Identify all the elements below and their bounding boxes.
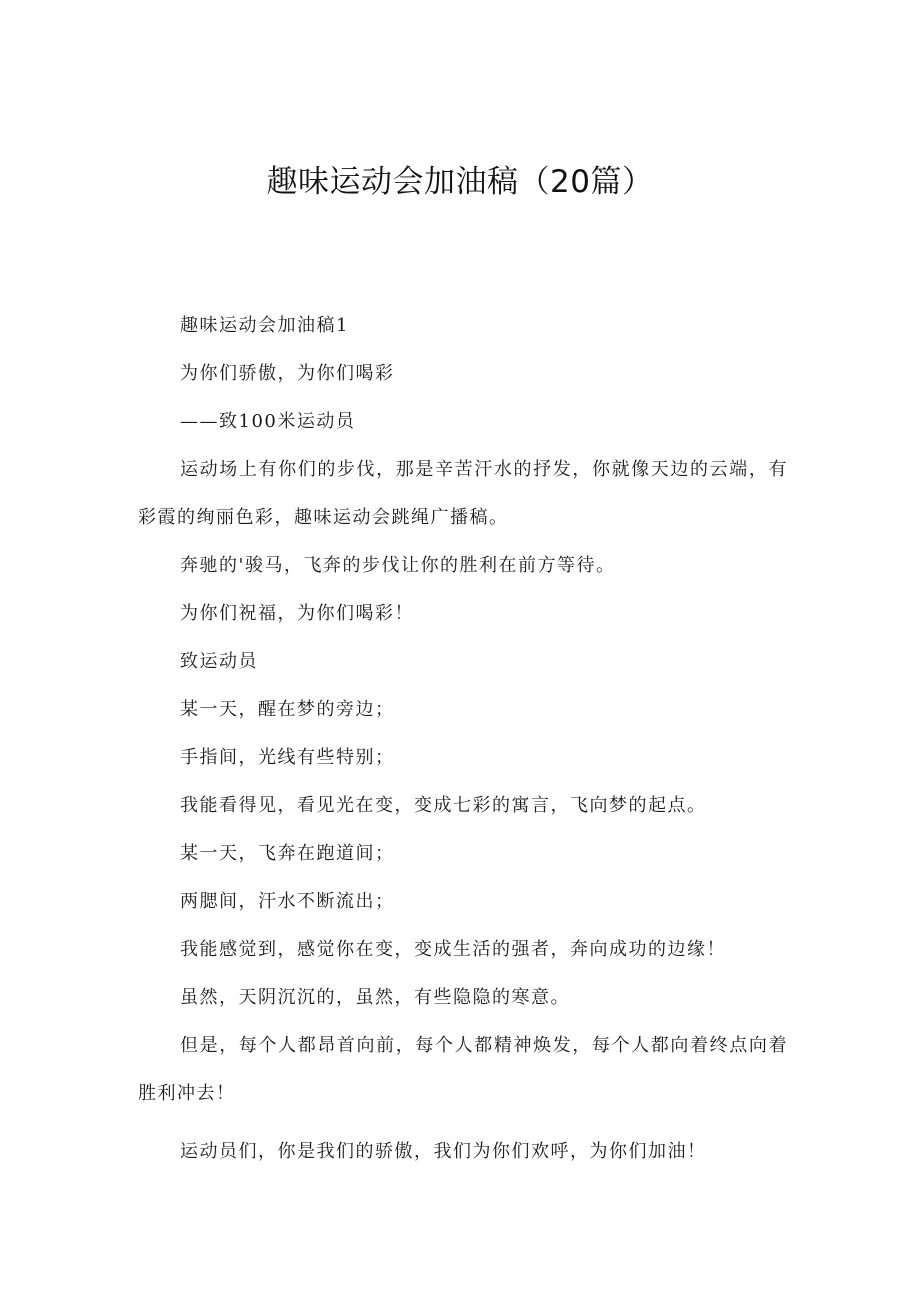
poem-line: 某一天，飞奔在跑道间；: [180, 843, 395, 864]
poem-line: 我能看得见，看见光在变，变成七彩的寓言，飞向梦的起点。: [180, 795, 707, 816]
poem-line: 我能感觉到，感觉你在变，变成生活的强者，奔向成功的边缘！: [180, 939, 726, 960]
paragraph: 虽然，天阴沉沉的，虽然，有些隐隐的寒意。: [180, 987, 570, 1008]
poem-line: 手指间，光线有些特别；: [180, 747, 395, 768]
document-title: 趣味运动会加油稿（20篇）: [266, 164, 654, 200]
poem-title: 为你们骄傲，为你们喝彩: [180, 363, 395, 384]
poem-subtitle: 致运动员: [180, 651, 258, 672]
paragraph: 奔驰的'骏马，飞奔的步伐让你的胜利在前方等待。: [180, 555, 616, 576]
section-heading: 趣味运动会加油稿1: [180, 315, 349, 336]
poem-dedication: ——致100米运动员: [180, 411, 356, 432]
paragraph: 但是，每个人都昂首向前，每个人都精神焕发，每个人都向着终点向着胜利冲去！: [138, 1035, 788, 1104]
document-body: [138, 302, 788, 1176]
poem-line: 某一天，醒在梦的旁边；: [180, 699, 395, 720]
paragraph: 运动场上有你们的步伐，那是辛苦汗水的抒发，你就像天边的云端，有彩霞的绚丽色彩，趣味运动会跳绳广播稿。: [138, 459, 788, 528]
paragraph: 运动员们，你是我们的骄傲，我们为你们欢呼，为你们加油！: [180, 1141, 707, 1162]
paragraph: 为你们祝福，为你们喝彩！: [180, 603, 414, 624]
poem-line: 两腮间，汗水不断流出；: [180, 891, 395, 912]
